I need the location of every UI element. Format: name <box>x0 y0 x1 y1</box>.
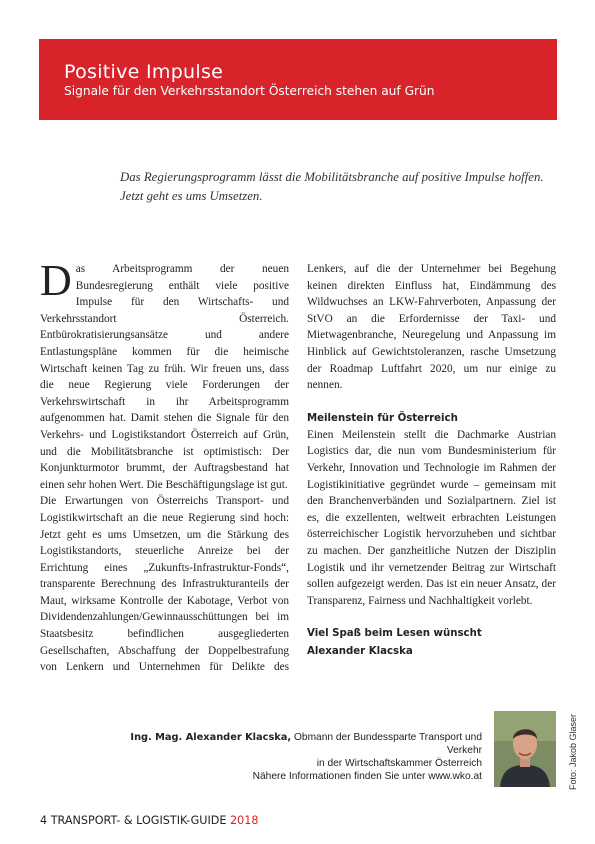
drop-cap-flow: D <box>40 256 72 305</box>
section-subhead: Meilenstein für Österreich <box>307 412 458 424</box>
paragraph-2: Die Erwartungen von Österreichs Transport- und Logistikwirtschaft an die neue Regierung sind hoch: Jetzt geht es ums Umsetzen, um die Stärkung des Logistikstandorts, steuerliche Anreize bei der Errichtung eines „Zukunfts-Infrastruktur-Fonds“, transparente Berechnung des Infrastrukturanteils der Maut, wirksame Kontrolle der Kabotage, Verbot von Dividendenzahlungen/Gewinnausschüttungen bei im Staatsbesitz befindlichen ausgegliederten Gesellschaften, Abschaffung der Doppelbestrafung von Lenkern und Unternehmen für Delikte des Lenkers, auf die der Unternehmer bei Begehung keinen direkten Einfluss hat, Eindämmung des Wildwuchses an LKW-Fahrverboten, Anpassung der StVO an die Erfordernisse der Taxi- und Mietwagenbranche, Neuregelung und Anpassung im Hinblick auf Gewichtstoleranzen, rasche Umsetzung der Roadmap Luftfahrt 2020, um nur einige zu nennen. <box>40 263 556 674</box>
page-subtitle: Signale für den Verkehrsstandort Österreich stehen auf Grün <box>64 84 435 98</box>
page-number: 4 <box>40 814 48 827</box>
spacer-2 <box>307 609 556 625</box>
page-title: Positive Impulse <box>64 61 224 83</box>
author-role-line1: Obmann der Bundessparte Transport und Verkehr <box>293 732 482 757</box>
closing-line: Viel Spaß beim Lesen wünscht <box>307 628 482 640</box>
publication-name: TRANSPORT- & LOGISTIK-GUIDE <box>50 814 227 827</box>
signature: Alexander Klacska <box>307 645 413 657</box>
publication-year: 2018 <box>230 814 259 827</box>
intro-lead: Das Regierungsprogramm lässt die Mobilitätsbranche auf positive Impulse hoffen. Jetzt geht es ums Umsetzen. <box>120 170 544 203</box>
portrait-image <box>494 711 556 787</box>
paragraph-1-flow-text: as Arbeitsprogramm der neuen Bundesregierung enthält viele positive Impulse für den Wirtschafts- und Verkehrsstandort Österreich. Entbürokratisierungsansätze und andere Entlastungspläne kommen für die heimische Wirtschaft keinen Tag zu früh. Wir freuen uns, dass die neue Regierung viele Forderungen der Verkehrswirtschaft in ihr Arbeitsprogramm aufgenommen hat. Damit stehen die Signale für den Verkehrs- und Logistikstandort Österreich auf Grün, und die Mobilitätsbranche ist optimistisch: Der Konjunkturmotor brummt, der Auftragsbestand hat einen sehr hohen Wert. Die Beschäftigungslage ist gut. <box>40 263 289 491</box>
page-footer <box>40 814 259 827</box>
paragraph-1-flow <box>40 256 289 493</box>
more-info: Nähere Informationen finden Sie unter www.wko.at <box>252 771 482 782</box>
photo-credit: Foto: Jakob Glaser <box>568 713 578 790</box>
author-caption <box>102 731 482 771</box>
paragraph-3: Einen Meilenstein stellt die Dachmarke Austrian Logistics dar, die nun vom Bundesministerium für Verkehr, Innovation und Technologie im Rahmen der Logistikinitiative gegründet wurde – gemeinsam mit den Branchenverbänden und Sozialpartnern. Ziel ist es, die exzellenten, weltweit erbrachten Leistungen österreichischer Logistik hervorzuheben und sichtbar zu machen. Der ganzheitliche Nutzen der Disziplin Logistik und ihr vernetzender Beitrag zur Wirtschaft sollen aufgezeigt werden. Das ist ein neuer Ansatz, der Transparenz, Fairness und Nachhaltigkeit vorlebt. <box>307 428 556 607</box>
header-banner <box>39 39 557 120</box>
spacer <box>307 394 556 410</box>
article-flow <box>40 256 556 691</box>
author-role-line2: in der Wirtschaftskammer Österreich <box>316 758 482 770</box>
author-name: Ing. Mag. Alexander Klacska, <box>130 732 292 743</box>
author-portrait <box>494 711 556 787</box>
